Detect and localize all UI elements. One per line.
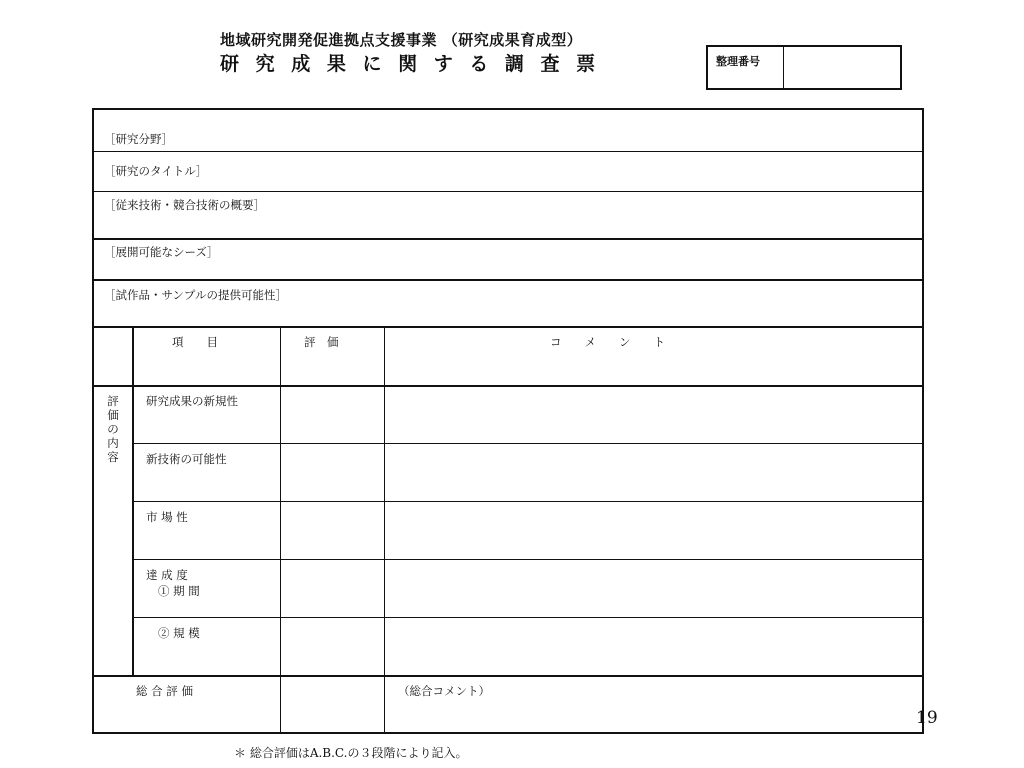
divider [94, 675, 922, 677]
reference-number-label: 整理番号 [708, 47, 784, 88]
program-subtitle: 地域研究開発促進拠点支援事業 （研究成果育成型） [220, 31, 583, 49]
divider [134, 617, 922, 618]
divider [94, 191, 922, 192]
row-item-technology: 新技術の可能性 [146, 452, 227, 466]
overall-comment-label: （総合コメント） [398, 684, 490, 698]
row-item-achievement: 達 成 度 [146, 568, 188, 582]
page-number: 19 [916, 708, 938, 728]
row-item-scale: ② 規 模 [158, 626, 200, 640]
title-block [220, 30, 600, 76]
divider [134, 501, 922, 502]
reference-number-box [706, 45, 902, 90]
footnote: ＊ 総合評価はA.B.C.の３段階により記入。 [234, 746, 468, 760]
prototype-label: ［試作品・サンプルの提供可能性］ [104, 288, 287, 302]
divider [94, 279, 922, 281]
research-title-label: ［研究のタイトル］ [104, 164, 208, 178]
divider [94, 326, 922, 328]
divider [132, 326, 134, 676]
divider [94, 385, 922, 387]
reference-number-field[interactable] [784, 47, 900, 88]
col-header-comment: コ メ ン ト [550, 335, 665, 349]
eval-content-vertical-label: 評 価 の 内 容 [107, 394, 119, 464]
overall-rating-label: 総 合 評 価 [136, 684, 193, 698]
page-title: 研 究 成 果 に 関 す る 調 査 票 [220, 53, 601, 75]
col-header-rating: 評 価 [304, 335, 339, 349]
seeds-label: ［展開可能なシーズ］ [104, 245, 219, 259]
divider [384, 326, 385, 734]
research-field-label: ［研究分野］ [104, 132, 173, 146]
row-item-market: 市 場 性 [146, 510, 188, 524]
divider [134, 559, 922, 560]
row-item-period: ① 期 間 [158, 584, 200, 598]
divider [94, 238, 922, 240]
divider [280, 326, 281, 734]
conventional-tech-label: ［従来技術・競合技術の概要］ [104, 198, 265, 212]
divider [94, 151, 922, 152]
divider [134, 443, 922, 444]
row-item-novelty: 研究成果の新規性 [146, 394, 238, 408]
col-header-item: 項 目 [172, 335, 218, 349]
survey-form [92, 108, 924, 734]
